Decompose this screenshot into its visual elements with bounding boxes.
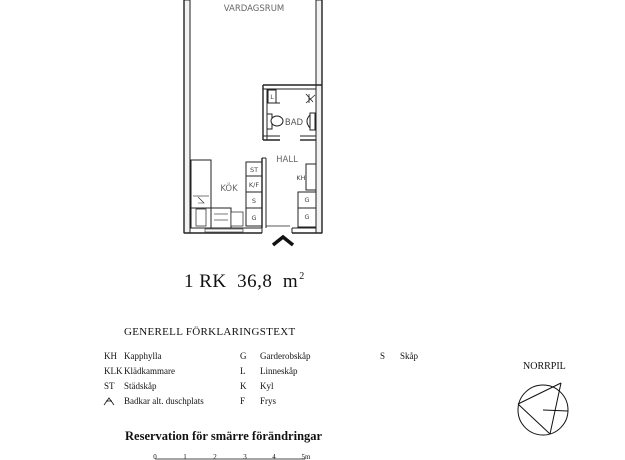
scale-tick-label: 3 bbox=[243, 453, 247, 460]
legend-label: Klädkammare bbox=[124, 366, 175, 376]
legend-label: Städskåp bbox=[124, 381, 157, 391]
room-label-kitchen: KÖK bbox=[220, 184, 238, 194]
room-label-living: VARDAGSRUM bbox=[223, 4, 285, 14]
legend-label: Linneskåp bbox=[260, 366, 298, 376]
scale-tick-label: 2 bbox=[213, 453, 217, 460]
legend-title: GENERELL FÖRKLARINGSTEXT bbox=[124, 326, 296, 338]
fixture-label-kh: KH bbox=[296, 174, 306, 182]
apartment-area: 36,8 bbox=[237, 271, 273, 292]
legend-code: F bbox=[240, 396, 246, 406]
fixture-label-g-hall-2: G bbox=[304, 213, 310, 221]
apartment-rooms: 1 RK bbox=[184, 271, 227, 292]
north-arrow-label: NORRPIL bbox=[523, 361, 566, 372]
legend-code: KH bbox=[104, 351, 117, 361]
reservation-note: Reservation för smärre förändringar bbox=[125, 429, 323, 443]
scale-tick-label: 0 bbox=[153, 453, 157, 460]
fixture-label-kf: K/F bbox=[248, 181, 260, 189]
fixture-label-g-kitchen: G bbox=[251, 214, 257, 222]
room-label-bath: BAD bbox=[284, 118, 304, 128]
fixture-label-linen: L bbox=[270, 93, 274, 101]
fixture-label-st: ST bbox=[249, 166, 259, 174]
apartment-area-unit: m bbox=[282, 271, 299, 292]
scale-tick-label: 4 bbox=[272, 453, 276, 460]
fixture-label-g-hall-1: G bbox=[304, 196, 310, 204]
legend-label: Kapphylla bbox=[124, 351, 162, 361]
legend-label: Frys bbox=[260, 396, 277, 406]
legend-code: K bbox=[240, 381, 247, 391]
scale-tick-label: 1 bbox=[183, 453, 187, 460]
legend-code: KLK bbox=[104, 366, 123, 376]
legend-code: ST bbox=[104, 381, 115, 391]
legend-code: S bbox=[380, 351, 386, 361]
fixture-label-s: S bbox=[251, 197, 257, 205]
room-label-hall: HALL bbox=[276, 155, 298, 165]
legend-label: Kyl bbox=[260, 381, 274, 391]
legend-code: G bbox=[240, 351, 247, 361]
legend-label: Skåp bbox=[400, 351, 418, 361]
scale-tick-label: 5m bbox=[301, 453, 311, 460]
legend-label: Garderobskåp bbox=[260, 351, 311, 361]
legend-code: L bbox=[240, 366, 246, 376]
apartment-area-unit-sup: 2 bbox=[299, 271, 305, 282]
legend-label: Badkar alt. duschplats bbox=[124, 396, 204, 406]
